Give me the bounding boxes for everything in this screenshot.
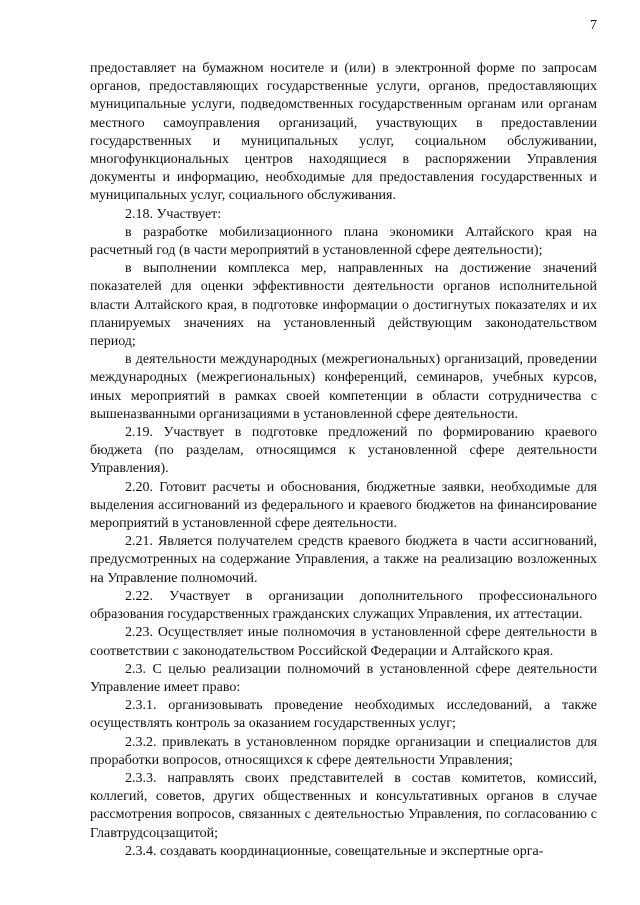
paragraph: 2.19. Участвует в подготовке предложений по формированию краевого бюджета (по разделам, относящимся к установленной сфере деятельности Управления).	[90, 425, 597, 477]
document-body	[90, 60, 597, 861]
paragraph: 2.23. Осуществляет иные полномочия в установленной сфере деятельности в соответствии с законодательством Российской Федерации и Алтайского края.	[90, 625, 597, 659]
paragraph: в деятельности международных (межрегиональных) организаций, проведении международных (межрегиональных) конференций, семинаров, учебных курсов, иных мероприятий в рамках своей компетенции в области сотрудничества с вышеназванными организациями в установленной сфере деятельности.	[90, 352, 597, 422]
page-number: 7	[590, 18, 597, 33]
paragraph: предоставляет на бумажном носителе и (или) в электронной форме по запросам органов, предоставляющих государственные услуги, органов, предоставляющих муниципальные услуги, подведомственных государственным органам или органам местного самоуправления организаций, участвующих в предоставлении государственных и муниципальных услуг, социальном обслуживании, многофункциональных центров находящиеся в распоряжении Управления документы и информацию, необходимые для предоставления государственных и муниципальных услуг, социального обслуживания.	[90, 61, 597, 204]
paragraph: 2.18. Участвует:	[125, 206, 222, 222]
paragraph: 2.22. Участвует в организации дополнительного профессионального образования государственных гражданских служащих Управления, их аттестации.	[90, 588, 597, 623]
paragraph: 2.3.1. организовывать проведение необходимых исследований, а также осуществлять контроль за оказанием государственных услуг;	[90, 698, 597, 732]
paragraph: 2.20. Готовит расчеты и обоснования, бюджетные заявки, необходимые для выделения ассигнований из федерального и краевого бюджетов на финансирование мероприятий в установленной сфере деятельности.	[90, 479, 597, 532]
paragraph: 2.3. С целью реализации полномочий в установленной сфере деятельности Управление имеет право:	[90, 661, 597, 695]
paragraph: 2.3.4. создавать координационные, совещательные и экспертные орга-	[125, 843, 544, 859]
paragraph: 2.21. Является получателем средств краевого бюджета в части ассигнований, предусмотренных на содержание Управления, а также на реализацию возложенных на Управление полномочий.	[90, 534, 597, 586]
paragraph: в разработке мобилизационного плана экономики Алтайского края на расчетный год (в части мероприятий в установленной сфере деятельности);	[90, 224, 597, 259]
paragraph: в выполнении комплекса мер, направленных на достижение значений показателей для оценки эффективности деятельности органов исполнительной власти Алтайского края, в подготовке информации о достигнутых показателях и их планируемых значениях на установленный действующим законодательством период;	[90, 261, 597, 350]
paragraph: 2.3.3. направлять своих представителей в состав комитетов, комиссий, коллегий, советов, других общественных и консультативных органов в случае рассмотрения вопросов, связанных с деятельностью Управления, по согласованию с Главтрудсоцзащитой;	[90, 770, 597, 841]
paragraph: 2.3.2. привлекать в установленном порядке организации и специалистов для проработки вопросов, относящихся к сфере деятельности Управления;	[90, 734, 597, 768]
